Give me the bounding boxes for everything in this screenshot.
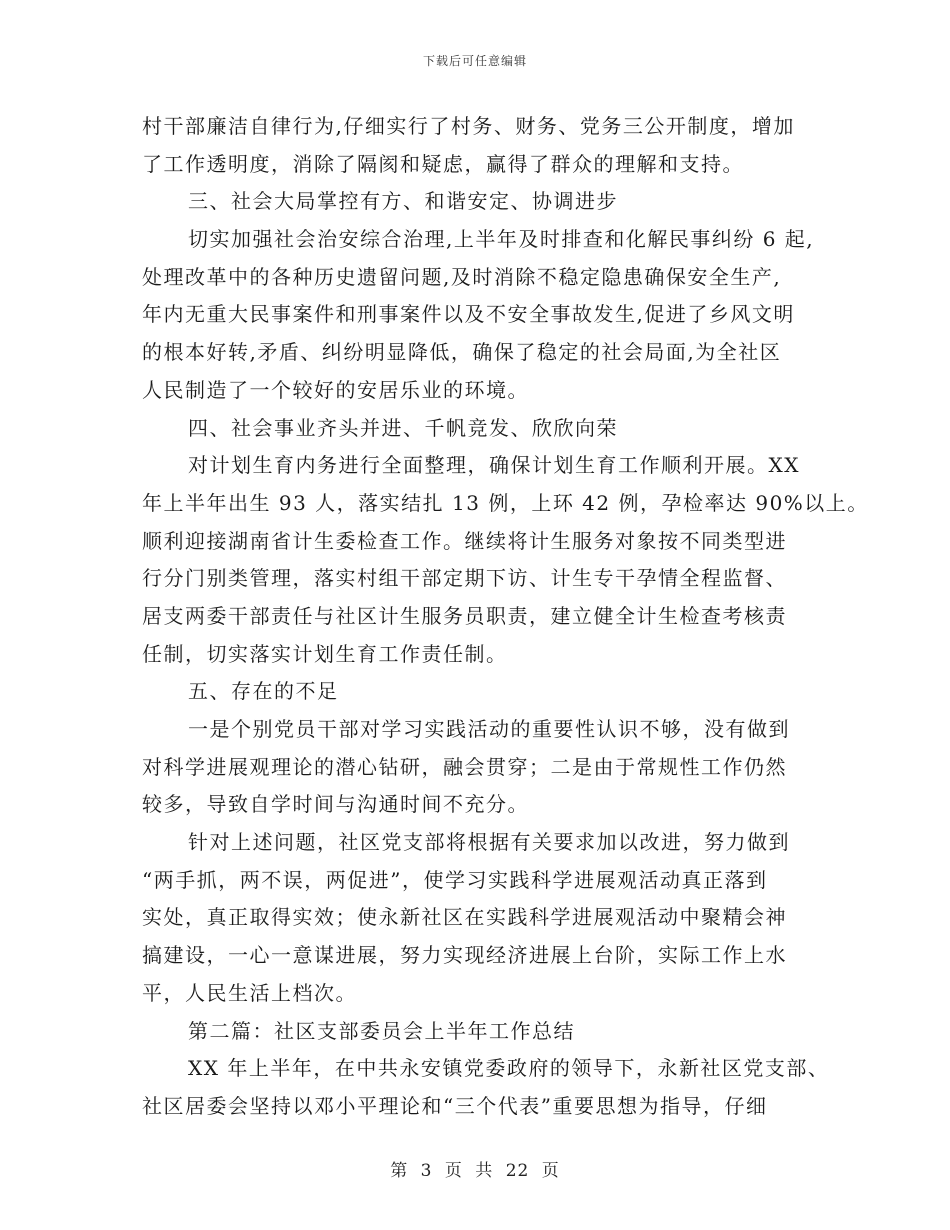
- section-heading-4: 四、社会事业齐头并进、千帆竞发、欣欣向荣: [188, 415, 618, 440]
- body-line: 针对上述问题，社区党支部将根据有关要求加以改进，努力做到: [188, 830, 790, 855]
- body-line: “两手抓，两不误，两促进”，使学习实践科学进展观活动真正落到: [142, 867, 768, 892]
- body-line: 任制，切实落实计划生育工作责任制。: [142, 641, 508, 666]
- body-line: 较多，导致自学时间与沟通时间不充分。: [142, 792, 529, 817]
- body-line: 行分门别类管理，落实村组干部定期下访、计生专干孕情全程监督、: [142, 566, 787, 591]
- page-label-suffix: 页: [541, 1161, 560, 1181]
- body-line: 社区居委会坚持以邓小平理论和“三个代表”重要思想为指导，仔细: [142, 1093, 768, 1118]
- total-pages-number: 22: [505, 1161, 530, 1181]
- body-line: 人民制造了一个较好的安居乐业的环境。: [142, 377, 529, 402]
- page-label-prefix: 第: [390, 1161, 409, 1181]
- section-heading-3: 三、社会大局掌控有方、和谐安定、协调进步: [188, 189, 618, 214]
- body-line: 顺利迎接湖南省计生委检查工作。继续将计生服务对象按不同类型进: [142, 528, 787, 553]
- body-line: 的根本好转,矛盾、纠纷明显降低，确保了稳定的社会局面,为全社区: [142, 340, 782, 365]
- page-header: [0, 52, 950, 69]
- body-line: 实处，真正取得实效；使永新社区在实践科学进展观活动中聚精会神: [142, 905, 787, 930]
- body-line: 处理改革中的各种历史遗留问题,及时消除不稳定隐患确保安全生产,: [142, 264, 782, 289]
- body-line: 搞建设，一心一意谋进展，努力实现经济进展上台阶，实际工作上水: [142, 943, 787, 968]
- body-line: 年上半年出生 93 人，落实结扎 13 例，上环 42 例，孕检率达 90%以上。: [142, 490, 869, 515]
- page-label-mid-2: 共: [475, 1161, 494, 1181]
- page-footer: [0, 1156, 950, 1181]
- page-label-mid-1: 页: [444, 1161, 463, 1181]
- body-line: 一是个别党员干部对学习实践活动的重要性认识不够，没有做到: [188, 717, 790, 741]
- body-line: 了工作透明度，消除了隔阂和疑虑，赢得了群众的理解和支持。: [142, 151, 744, 176]
- body-line: 平，人民生活上档次。: [142, 980, 357, 1005]
- body-line: 居支两委干部责任与社区计生服务员职责，建立健全计生检查考核责: [142, 603, 787, 628]
- body-line: 对科学进展观理论的潜心钻研，融会贯穿；二是由于常规性工作仍然: [142, 754, 787, 779]
- section-heading-5: 五、存在的不足: [188, 679, 339, 704]
- chapter-heading-2: 第二篇：社区支部委员会上半年工作总结: [188, 1018, 575, 1043]
- body-line: 切实加强社会治安综合治理,上半年及时排查和化解民事纠纷 6 起,: [188, 227, 815, 252]
- body-line: XX 年上半年，在中共永安镇党委政府的领导下，永新社区党支部、: [188, 1056, 830, 1081]
- body-line: 村干部廉洁自律行为,仔细实行了村务、财务、党务三公开制度，增加: [142, 114, 795, 138]
- body-line: 年内无重大民事案件和刑事案件以及不安全事故发生,促进了乡风文明: [142, 302, 795, 327]
- current-page-number: 3: [420, 1161, 433, 1181]
- document-body: [142, 108, 869, 1126]
- header-text: 下载后可任意编辑: [422, 54, 527, 68]
- body-line: 对计划生育内务进行全面整理，确保计划生育工作顺利开展。XX: [188, 453, 800, 478]
